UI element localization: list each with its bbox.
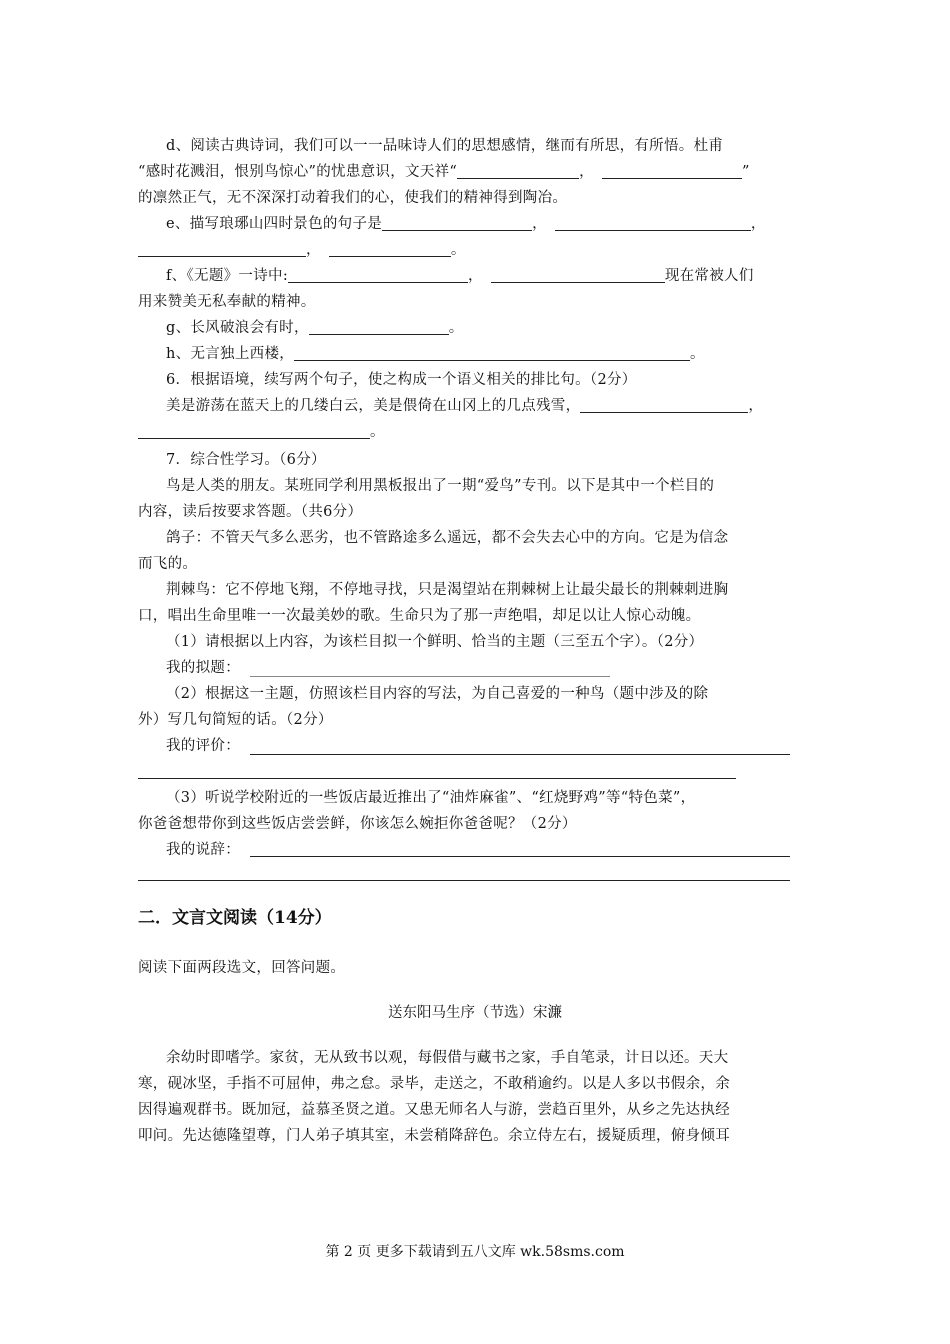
answer-line[interactable] [138, 778, 736, 779]
passage-line: 因得遍观群书。既加冠，益慕圣贤之道。又患无师名人与游，尝趋百里外，从乡之先达执经 [138, 1102, 730, 1118]
answer-line[interactable] [250, 856, 790, 857]
question-d-line [138, 162, 750, 182]
answer-blank[interactable] [138, 423, 370, 439]
answer-blank[interactable] [602, 163, 742, 179]
question-7-line: 荆棘鸟：它不停地飞翔，不停地寻找，只是渴望站在荆棘树上让最尖最长的荆棘刺进胸 [166, 582, 729, 598]
question-e-text: 。 [450, 242, 466, 258]
question-6-line [166, 396, 763, 416]
question-d-text: ， [579, 164, 594, 180]
question-e-text: ， [750, 216, 766, 232]
question-7-sub3: （3）听说学校附近的一些饭店最近推出了“油炸麻雀”、“红烧野鸡”等“特色菜”， [166, 790, 696, 806]
answer-blank[interactable] [491, 267, 665, 283]
question-6-prompt: 6．根据语境，续写两个句子，使之构成一个语义相关的排比句。（2分） [166, 372, 637, 388]
answer-blank[interactable] [288, 267, 468, 283]
question-6-text: 美是游荡在蓝天上的几缕白云，美是偎倚在山冈上的几点残雪， [166, 398, 581, 414]
question-h-text: h、无言独上西楼， [166, 346, 295, 362]
answer-blank[interactable] [382, 215, 532, 231]
question-d-line: d、阅读古典诗词，我们可以一一品味诗人们的思想感情，继而有所思，有所悟。杜甫 [166, 138, 724, 154]
question-7-line: 鸟是人类的朋友。某班同学利用黑板报出了一期“爱鸟”专刊。以下是其中一个栏目的 [166, 478, 715, 494]
answer-line[interactable] [138, 880, 790, 881]
question-e-text: ， [306, 242, 321, 258]
passage-line: 叩问。先达德隆望尊，门人弟子填其室，未尝稍降辞色。余立侍左右，援疑质理，俯身倾耳 [138, 1128, 730, 1144]
answer-blank[interactable] [294, 345, 690, 361]
section-heading: 二．文言文阅读（14分） [138, 908, 332, 928]
question-e-line [166, 214, 766, 234]
answer-blank[interactable] [329, 241, 451, 257]
answer-blank[interactable] [555, 215, 751, 231]
passage-title: 送东阳马生序（节选）宋濂 [388, 1005, 562, 1021]
page-footer: 第 2 页 更多下载请到五八文库 wk.58sms.com [325, 1244, 625, 1260]
answer-blank[interactable] [309, 319, 449, 335]
question-7-line: 而飞的。 [138, 556, 198, 572]
question-e-text: e、描写琅琊山四时景色的句子是 [166, 216, 383, 232]
question-6-line [138, 422, 385, 442]
question-h-line [166, 344, 705, 364]
question-7-sub3-answer-label: 我的说辞： [166, 842, 240, 858]
passage-line: 寒，砚冰坚，手指不可屈伸，弗之怠。录毕，走送之，不敢稍逾约。以是人多以书假余，余 [138, 1076, 730, 1092]
question-7-sub1-answer-label: 我的拟题： [166, 660, 240, 676]
question-g-line [166, 318, 464, 338]
question-7-line: 内容，读后按要求答题。（共6分） [138, 504, 363, 520]
question-7-sub2: 外）写几句简短的话。（2分） [138, 712, 333, 728]
question-6-text: 。 [370, 424, 385, 440]
question-7-line: 口，唱出生命里唯一一次最美妙的歌。生命只为了那一声绝唱，却足以让人惊心动魄。 [138, 608, 701, 624]
question-f-line [166, 266, 754, 286]
question-g-text: 。 [448, 320, 464, 336]
question-7-title: 7．综合性学习。（6分） [166, 452, 326, 468]
question-g-text: g、长风破浪会有时， [166, 320, 309, 336]
question-h-text: 。 [690, 346, 705, 362]
question-d-text: ” [741, 164, 750, 180]
question-d-text: “感时花溅泪，恨别鸟惊心”的忧患意识，文天祥“ [138, 164, 458, 180]
question-e-text: ， [532, 216, 547, 232]
question-7-sub1: （1）请根据以上内容，为该栏目拟一个鲜明、恰当的主题（三至五个字）。（2分） [166, 634, 704, 650]
section-intro: 阅读下面两段选文，回答问题。 [138, 960, 346, 976]
passage-line: 余幼时即嗜学。家贫，无从致书以观，每假借与藏书之家，手自笔录，计日以还。天大 [166, 1050, 729, 1066]
question-f-text: ， [468, 268, 483, 284]
question-f-text: f、《无题》一诗中: [166, 268, 289, 284]
question-e-line [138, 240, 466, 260]
answer-blank[interactable] [138, 241, 306, 257]
question-7-sub2-answer-label: 我的评价： [166, 738, 240, 754]
question-7-sub3: 你爸爸想带你到这些饭店尝尝鲜，你该怎么婉拒你爸爸呢？（2分） [138, 816, 577, 832]
question-f-line: 用来赞美无私奉献的精神。 [138, 294, 316, 310]
question-7-sub2: （2）根据这一主题，仿照该栏目内容的写法，为自己喜爱的一种鸟（题中涉及的除 [166, 686, 709, 702]
answer-blank[interactable] [580, 397, 748, 413]
answer-line[interactable] [250, 676, 610, 677]
question-f-text: 现在常被人们 [664, 268, 754, 284]
answer-blank[interactable] [457, 163, 579, 179]
question-6-text: ， [748, 398, 764, 414]
answer-line[interactable] [250, 754, 790, 755]
question-d-line: 的凛然正气，无不深深打动着我们的心，使我们的精神得到陶冶。 [138, 190, 568, 206]
question-7-line: 鸽子：不管天气多么恶劣，也不管路途多么遥远，都不会失去心中的方向。它是为信念 [166, 530, 729, 546]
